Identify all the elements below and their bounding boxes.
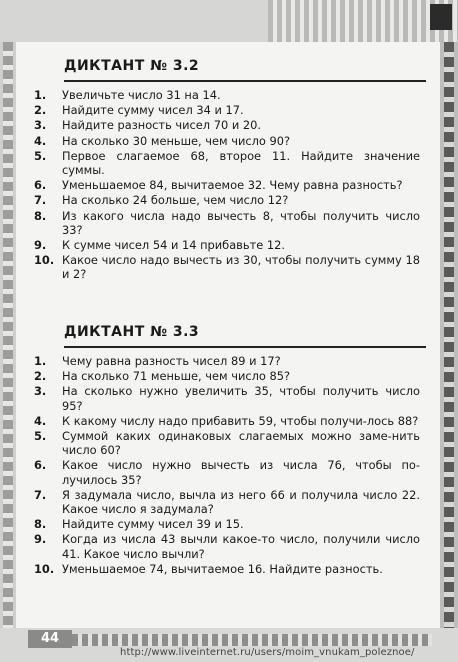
item-text: Найдите разность чисел 70 и 20.: [62, 118, 261, 133]
title-underline: [64, 346, 426, 348]
item-text: Найдите сумму чисел 39 и 15.: [62, 517, 244, 532]
decorative-right-border: [440, 42, 458, 634]
item-text: Я задумала число, вычла из него 66 и получила число 22. Какое число я задумала?: [62, 487, 420, 517]
section-title: ДИКТАНТ № 3.2: [64, 58, 200, 74]
item-number: 6.: [34, 458, 47, 473]
item-number: 2.: [34, 369, 47, 384]
list-item: [34, 532, 426, 560]
list-item: [34, 253, 426, 281]
decorative-top-border: [0, 0, 458, 42]
item-text: Когда из числа 43 вычли какое-то число, получили число 41. Какое число вычли?: [62, 532, 420, 561]
list-item: [34, 429, 426, 457]
list-item: [34, 369, 426, 383]
item-number: 3.: [34, 118, 47, 133]
item-number: 6.: [34, 178, 47, 193]
section-title: ДИКТАНТ № 3.3: [64, 324, 200, 340]
list-item: [34, 178, 426, 192]
item-text: Первое слагаемое 68, второе 11. Найдите значение суммы.: [62, 148, 420, 178]
list-item: [34, 118, 426, 132]
dictation-section-3-2: [34, 58, 426, 283]
list-item: [34, 209, 426, 237]
decorative-left-border: [0, 42, 16, 634]
item-text: На сколько 71 меньше, чем число 85?: [62, 369, 291, 384]
item-number: 9.: [34, 532, 47, 547]
item-text: Найдите сумму чисел 34 и 17.: [62, 103, 244, 118]
list-item: [34, 103, 426, 117]
item-number: 7.: [34, 193, 47, 208]
decorative-squares-left: [3, 42, 13, 634]
item-number: 10.: [34, 561, 55, 576]
list-item: [34, 134, 426, 148]
list-item: [34, 384, 426, 412]
item-text: Уменьшаемое 84, вычитаемое 32. Чему равна разность?: [62, 178, 403, 193]
list-item: [34, 149, 426, 177]
list-item: [34, 354, 426, 368]
decorative-block: [430, 4, 452, 30]
task-list: [34, 354, 426, 576]
list-item: [34, 488, 426, 516]
item-text: На сколько нужно увеличить 35, чтобы получить число 95?: [62, 384, 420, 413]
item-number: 1.: [34, 88, 47, 102]
item-text: Какое число надо вычесть из 30, чтобы получить сумму 18 и 2?: [62, 253, 420, 282]
item-number: 4.: [34, 133, 47, 148]
title-underline: [64, 80, 426, 82]
item-text: На сколько 24 больше, чем число 12?: [62, 193, 289, 208]
item-text: На сколько 30 меньше, чем число 90?: [62, 133, 291, 148]
watermark-url: http://www.liveinternet.ru/users/moim_vnukam_poleznoe/: [120, 647, 415, 658]
item-text: Суммой каких одинаковых слагаемых можно заме-нить число 60?: [62, 429, 420, 458]
item-number: 4.: [34, 413, 47, 428]
item-text: Чему равна разность чисел 89 и 17?: [62, 354, 281, 368]
page-number: 44: [28, 630, 72, 648]
list-item: [34, 414, 426, 428]
item-number: 1.: [34, 354, 47, 368]
item-text: Уменьшаемое 74, вычитаемое 16. Найдите разность.: [62, 561, 383, 576]
task-list: [34, 88, 426, 282]
item-number: 9.: [34, 238, 47, 253]
item-number: 8.: [34, 208, 47, 223]
item-number: 5.: [34, 429, 47, 444]
list-item: [34, 562, 426, 576]
item-number: 8.: [34, 517, 47, 532]
list-item: [34, 193, 426, 207]
list-item: [34, 517, 426, 531]
item-number: 2.: [34, 103, 47, 118]
item-number: 10.: [34, 253, 55, 268]
item-number: 7.: [34, 487, 47, 502]
item-number: 3.: [34, 384, 47, 399]
item-number: 5.: [34, 148, 47, 163]
decorative-bottom-bar: [72, 634, 432, 646]
item-text: К сумме чисел 54 и 14 прибавьте 12.: [62, 238, 285, 253]
dictation-section-3-3: [34, 324, 426, 577]
list-item: [34, 458, 426, 486]
item-text: Увеличьте число 31 на 14.: [62, 88, 221, 102]
item-text: Какое число нужно вычесть из числа 76, чтобы по-лучилось 35?: [62, 458, 420, 487]
list-item: [34, 88, 426, 102]
list-item: [34, 238, 426, 252]
item-text: К какому числу надо прибавить 59, чтобы получи-лось 88?: [62, 413, 419, 428]
item-text: Из какого числа надо вычесть 8, чтобы получить число 33?: [62, 208, 420, 237]
decorative-squares-right: [444, 42, 454, 634]
